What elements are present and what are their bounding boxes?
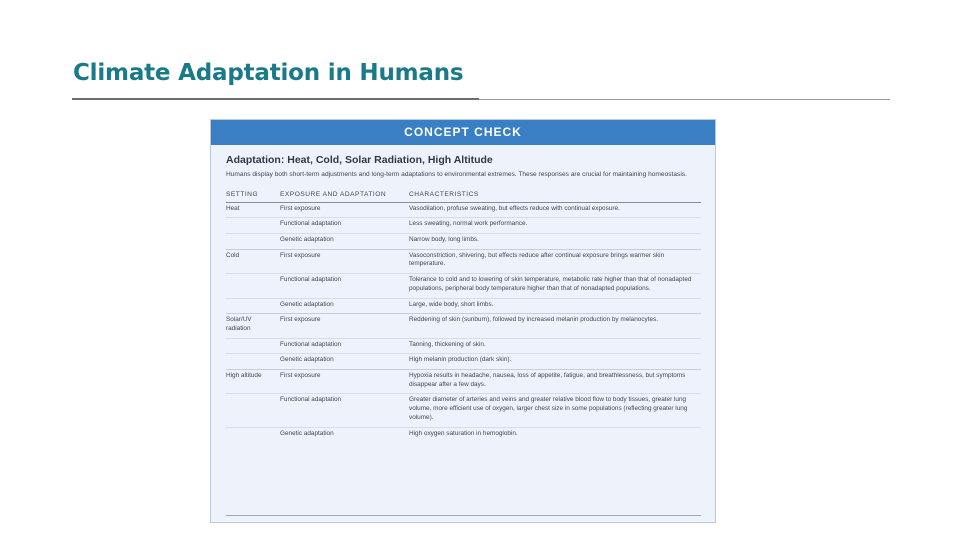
table-row <box>226 427 701 442</box>
card-header: CONCEPT CHECK <box>211 120 715 145</box>
cell-exposure: Functional adaptation <box>280 218 409 234</box>
cell-exposure: Genetic adaptation <box>280 298 409 314</box>
cell-characteristics: High melanin production (dark skin). <box>409 354 701 370</box>
cell-characteristics: Large, wide body, short limbs. <box>409 298 701 314</box>
cell-setting: Heat <box>226 204 240 212</box>
card-subtitle: Adaptation: Heat, Cold, Solar Radiation, High Altitude <box>226 154 493 166</box>
card-bottom-rule <box>226 515 701 517</box>
cell-characteristics: High oxygen saturation in hemoglobin. <box>409 427 701 442</box>
adaptation-table <box>226 191 701 443</box>
cell-setting <box>226 298 280 314</box>
table-row <box>226 234 701 250</box>
cell-characteristics: Greater diameter of arteries and veins and greater relative blood flow to body tissues, greater lung volume, more efficient use of oxygen, larger chest size in some populations (reflecting greater lung volume). <box>409 394 701 427</box>
cell-setting: Solar/UV radiation <box>226 314 280 338</box>
cell-exposure: First exposure <box>280 314 409 338</box>
title-divider-accent <box>72 98 479 100</box>
cell-setting <box>226 427 280 442</box>
column-header-characteristics: CHARACTERISTICS <box>409 191 701 203</box>
concept-check-card <box>210 119 716 523</box>
cell-characteristics: Less sweating, normal work performance. <box>409 218 701 234</box>
table-row <box>226 218 701 234</box>
cell-characteristics: Vasoconstriction, shivering, but effects reduce after continual exposure brings warmer skin temperature. <box>409 249 701 273</box>
column-header-exposure: EXPOSURE AND ADAPTATION <box>280 191 409 203</box>
cell-exposure: Genetic adaptation <box>280 234 409 250</box>
card-intro: Humans display both short-term adjustments and long-term adaptations to environmental extremes. These responses are crucial for maintaining homeostasis. <box>226 171 687 178</box>
cell-setting <box>226 338 280 354</box>
cell-setting <box>226 218 280 234</box>
cell-exposure: Functional adaptation <box>280 274 409 298</box>
table-row <box>226 202 701 218</box>
card-body <box>211 145 715 442</box>
cell-characteristics: Hypoxia results in headache, nausea, loss of appetite, fatigue, and breathlessness, but symptoms disappear after a few days. <box>409 370 701 394</box>
cell-characteristics: Reddening of skin (sunburn), followed by increased melanin production by melanocytes. <box>409 314 701 338</box>
table-row <box>226 338 701 354</box>
cell-setting <box>226 354 280 370</box>
cell-exposure: Genetic adaptation <box>280 354 409 370</box>
cell-exposure: First exposure <box>280 204 321 212</box>
table-row <box>226 370 701 394</box>
cell-exposure: Functional adaptation <box>280 394 409 427</box>
cell-exposure: First exposure <box>280 249 409 273</box>
cell-characteristics: Tolerance to cold and to lowering of skin temperature, metabolic rate higher than that of nonadapted populations, peripheral body temperature higher than that of nonadapted populations. <box>409 274 701 298</box>
cell-exposure: Functional adaptation <box>280 338 409 354</box>
table-row <box>226 274 701 298</box>
cell-setting <box>226 234 280 250</box>
table-row <box>226 354 701 370</box>
column-header-setting: SETTING <box>226 191 280 203</box>
cell-characteristics: Vasodilation, profuse sweating, but effects reduce with continual exposure. <box>409 204 620 212</box>
cell-setting <box>226 274 280 298</box>
slide-title: Climate Adaptation in Humans <box>73 60 464 86</box>
table-row <box>226 314 701 338</box>
table-header-row <box>226 191 701 203</box>
table-row <box>226 394 701 427</box>
cell-setting: Cold <box>226 249 280 273</box>
cell-characteristics: Narrow body, long limbs. <box>409 234 701 250</box>
cell-exposure: First exposure <box>280 370 409 394</box>
cell-setting <box>226 394 280 427</box>
table-row <box>226 298 701 314</box>
cell-exposure: Genetic adaptation <box>280 427 409 442</box>
table-row <box>226 249 701 273</box>
cell-setting: High altitude <box>226 370 280 394</box>
cell-characteristics: Tanning, thickening of skin. <box>409 338 701 354</box>
